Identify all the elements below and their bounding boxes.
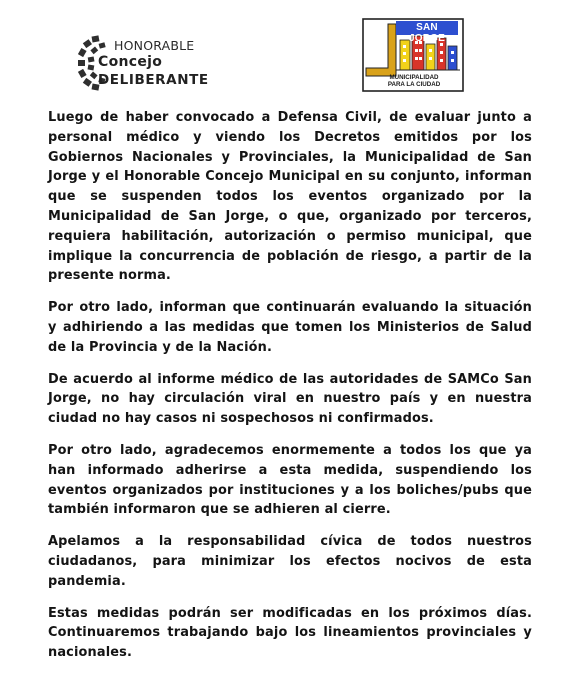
logo-san-jorge-text: SAN JORGE <box>408 22 445 44</box>
paragraph-2: Por otro lado, informan que continuarán evaluando la situación y adhiriendo a las medidas que tomen los Ministerios de Salud de la Provincia y de la Nación. <box>48 300 532 355</box>
logo-honorable-text: HONORABLE <box>114 38 195 53</box>
logo-municipalidad-line: MUNICIPALIDAD <box>389 74 439 81</box>
paragraph-3: De acuerdo al informe médico de las autoridades de SAMCo San Jorge, no hay circulación viral en nuestro país y en nuestra ciudad no hay casos ni sospechosos ni confirmados. <box>48 371 532 427</box>
paragraph-4: Por otro lado, agradecemos enormemente a todos los que ya han informado adherirse a esta medida, suspendiendo los eventos organizados por instituciones y a los boliches/pubs que también informaron que se adhieren al cierre. <box>48 442 532 518</box>
document-body <box>48 108 532 675</box>
municipalidad-san-jorge-logo <box>362 18 464 92</box>
paragraph-5: Apelamos a la responsabilidad cívica de todos nuestros ciudadanos, para minimizar los efectos nocivos de esta pandemia. <box>48 534 532 589</box>
logo-municipalidad-text <box>374 74 454 88</box>
logo-concejo-text: Concejo <box>98 54 163 70</box>
paragraph-6: Estas medidas podrán ser modificadas en los próximos días. Continuaremos trabajando bajo los lineamientos provinciales y nacionales. <box>48 605 532 661</box>
logo-para-la-ciudad-line: PARA LA CIUDAD <box>387 81 441 88</box>
paragraph-1: Luego de haber convocado a Defensa Civil, de evaluar junto a personal médico y viendo los Decretos emitidos por los Gobiernos Nacionales y Provinciales, la Municipalidad de San Jorge y el Honorable Concejo Municipal en su conjunto, informan que se suspenden todos los eventos organizado por la Municipalidad de San Jorge, o que, organizado por terceros, requiera habilitación, autorización o permiso municipal, que implique la concurrencia de población de riesgo, a partir de la presente norma. <box>48 110 532 284</box>
logo-deliberante-text: DELIBERANTE <box>98 72 209 88</box>
concejo-deliberante-logo <box>78 34 238 92</box>
